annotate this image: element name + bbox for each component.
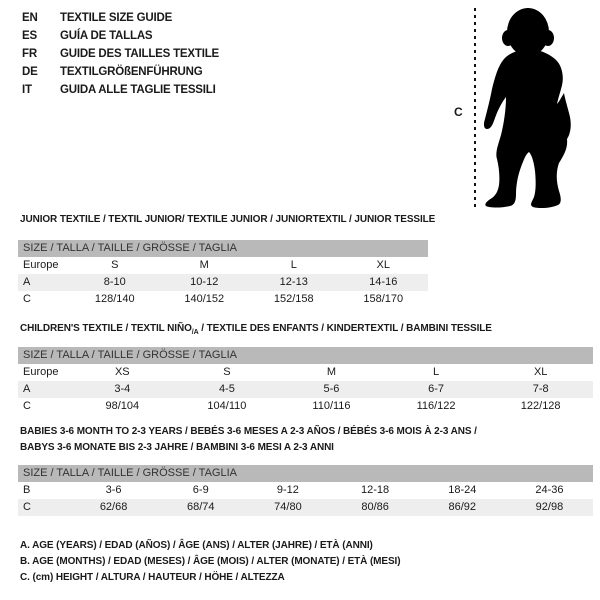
age-cell: 10-12 <box>190 276 219 288</box>
height-cell: 68/74 <box>186 501 215 513</box>
size-cell: S <box>111 259 119 271</box>
language-row <box>22 27 219 45</box>
language-code: EN <box>22 12 38 24</box>
size-cell: M <box>326 366 337 378</box>
footnote-list <box>20 538 400 586</box>
row-label: B <box>23 484 31 496</box>
babies-table-title <box>20 424 490 456</box>
language-label: TEXTILE SIZE GUIDE <box>60 12 173 24</box>
size-cell: M <box>199 259 209 271</box>
size-cell: XS <box>114 366 130 378</box>
age-cell: 5-6 <box>323 383 340 395</box>
table-row <box>18 482 593 499</box>
language-label: GUIDA ALLE TAGLIE TESSILI <box>60 84 216 96</box>
size-cell: XL <box>533 366 548 378</box>
age-cell: 24-36 <box>535 484 564 496</box>
height-measure-dashed-line <box>474 8 476 208</box>
height-cell: 152/158 <box>273 293 314 305</box>
size-cell: S <box>223 366 231 378</box>
row-label: A <box>23 276 31 288</box>
size-header-bar: SIZE / TALLA / TAILLE / GRÖSSE / TAGLIA <box>18 347 593 364</box>
height-cell: 110/116 <box>312 400 351 412</box>
height-cell: 92/98 <box>535 501 564 513</box>
age-cell: 4-5 <box>218 383 235 395</box>
toddler-silhouette-icon <box>482 5 574 209</box>
table-row <box>18 381 593 398</box>
size-figure <box>440 0 600 215</box>
size-header-bar: SIZE / TALLA / TAILLE / GRÖSSE / TAGLIA <box>18 240 428 257</box>
height-cell: 80/86 <box>361 501 389 513</box>
row-label: C <box>23 400 31 412</box>
babies-title-line2: BABYS 3-6 MONATE BIS 2-3 JAHRE / BAMBINI 3-6 MESI A 2-3 ANNI <box>20 442 334 453</box>
size-cell: L <box>290 259 297 271</box>
children-size-table <box>18 347 593 415</box>
height-cell: 140/152 <box>184 293 225 305</box>
language-code: ES <box>22 30 37 42</box>
age-cell: 9-12 <box>276 484 299 496</box>
age-cell: 18-24 <box>448 484 477 496</box>
language-row <box>22 81 219 99</box>
table-row <box>18 257 428 274</box>
footnote-a: A. AGE (YEARS) / EDAD (AÑOS) / ÂGE (ANS) / ALTER (JAHRE) / ETÀ (ANNI) <box>20 540 373 551</box>
language-row <box>22 9 219 27</box>
language-list <box>22 9 219 99</box>
footnote-b: B. AGE (MONTHS) / EDAD (MESES) / ÂGE (MOIS) / ALTER (MONATE) / ETÀ (MESI) <box>20 556 401 567</box>
language-row <box>22 63 219 81</box>
children-title-rest: / TEXTILE DES ENFANTS / KINDERTEXTIL / BAMBINI TESSILE <box>198 323 492 334</box>
junior-table-title: JUNIOR TEXTILE / TEXTIL JUNIOR/ TEXTILE JUNIOR / JUNIORTEXTIL / JUNIOR TESSILE <box>20 214 436 225</box>
row-label: Europe <box>23 366 59 378</box>
children-title-main: CHILDREN'S TEXTILE / TEXTIL NIÑO <box>20 323 192 334</box>
row-label: C <box>23 293 31 305</box>
age-cell: 7-8 <box>532 383 549 395</box>
age-cell: 3-4 <box>114 383 131 395</box>
height-cell: 86/92 <box>448 501 477 513</box>
language-code: DE <box>22 66 38 78</box>
table-row <box>18 499 593 516</box>
height-cell: 104/110 <box>207 400 247 412</box>
age-cell: 8-10 <box>103 276 126 288</box>
language-code: FR <box>22 48 37 60</box>
children-title-sub: /A <box>191 329 199 336</box>
height-cell: 74/80 <box>274 501 302 513</box>
footnote-c: C. (cm) HEIGHT / ALTURA / HAUTEUR / HÖHE / ALTEZZA <box>20 572 285 583</box>
age-cell: 3-6 <box>105 484 122 496</box>
language-label: TEXTILGRÖßENFÜHRUNG <box>60 66 203 78</box>
size-header-bar: SIZE / TALLA / TAILLE / GRÖSSE / TAGLIA <box>18 465 593 482</box>
language-label: GUIDE DES TAILLES TEXTILE <box>60 48 219 60</box>
age-cell: 12-13 <box>279 276 308 288</box>
height-cell: 158/170 <box>363 293 404 305</box>
height-cell: 98/104 <box>105 400 140 412</box>
babies-size-table <box>18 465 593 516</box>
language-label: GUÍA DE TALLAS <box>60 30 153 42</box>
height-cell: 116/122 <box>416 400 456 412</box>
age-cell: 6-9 <box>192 484 209 496</box>
language-row <box>22 45 219 63</box>
size-cell: XL <box>376 259 390 271</box>
age-cell: 14-16 <box>369 276 398 288</box>
height-cell: 128/140 <box>94 293 135 305</box>
size-cell: L <box>433 366 440 378</box>
age-cell: 12-18 <box>361 484 390 496</box>
table-row <box>18 398 593 415</box>
row-label: Europe <box>23 259 59 271</box>
height-cell: 122/128 <box>520 400 561 412</box>
row-label: A <box>23 383 31 395</box>
age-cell: 6-7 <box>428 383 445 395</box>
height-cell: 62/68 <box>99 501 128 513</box>
table-row <box>18 291 428 308</box>
row-label: C <box>23 501 31 513</box>
table-row <box>18 274 428 291</box>
junior-size-table <box>18 240 428 308</box>
babies-title-line1: BABIES 3-6 MONTH TO 2-3 YEARS / BEBÉS 3-6 MESES A 2-3 AÑOS / BÉBÉS 3-6 MOIS À 2-3 ANS / <box>20 426 477 437</box>
children-table-title <box>20 321 492 341</box>
height-marker-label: C <box>454 105 463 119</box>
table-row <box>18 364 593 381</box>
language-code: IT <box>22 84 32 96</box>
